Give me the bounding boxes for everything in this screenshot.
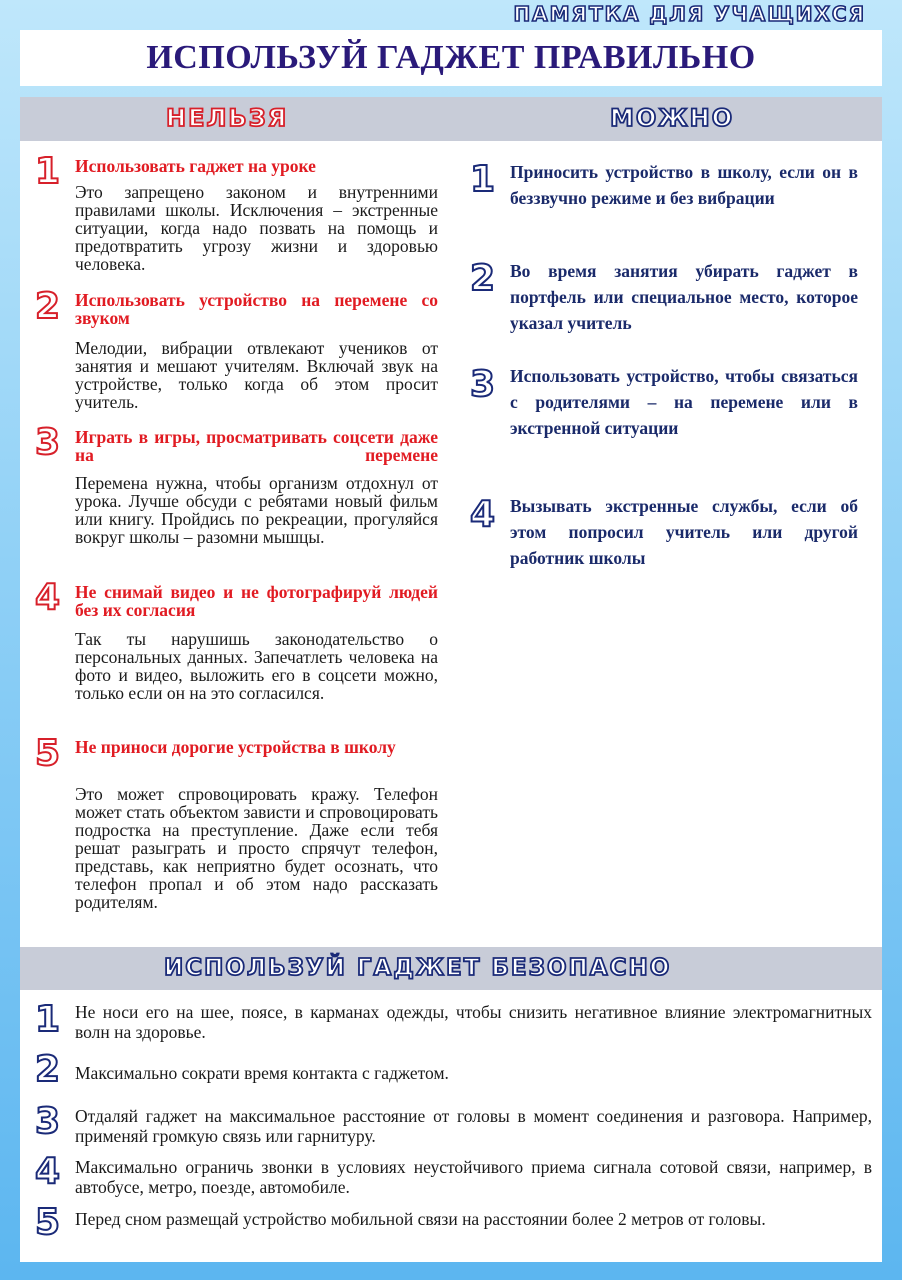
forbidden-text-5: Это может спровоцировать кражу. Телефон может стать объектом зависти и спровоцировать подростка на преступление. Даже если тебя решат разыграть и просто спрячут телефон, представь, как неприятно будет осознать, что телефон пропал и об этом надо рассказать родителям. [75,784,438,912]
page-title: ИСПОЛЬЗУЙ ГАДЖЕТ ПРАВИЛЬНО [146,39,756,76]
safety-text-1: Не носи его на шее, поясе, в карманах одежды, чтобы снизить негативное влияние электромагнитных волн на здоровье. [75,1002,872,1042]
forbidden-heading-3: Играть в игры, просматривать соцсети даже на перемене [75,427,438,465]
rules-panel [20,97,882,947]
forbidden-text-4: Так ты нарушишь законодательство о персональных данных. Запечатлеть человека на фото и видео, выложить его в соцсети можно, только если он на это согласился. [75,629,438,703]
forbidden-number-5: 5 [35,733,61,774]
allowed-number-4: 4 [470,494,496,535]
forbidden-heading-2: Использовать устройство на перемене со звуком [75,290,438,328]
safety-number-1: 1 [35,999,61,1040]
memo-label: ПАМЯТКА ДЛЯ УЧАЩИХСЯ [513,2,866,26]
allowed-title: МОЖНО [610,104,735,132]
forbidden-number-3: 3 [35,422,61,463]
safety-text-4: Максимально ограничь звонки в условиях неустойчивого приема сигнала сотовой связи, например, в автобусе, метро, поезде, автомобиле. [75,1157,872,1197]
safety-number-4: 4 [35,1151,61,1192]
rules-header-band [20,97,882,141]
forbidden-heading-5: Не приноси дорогие устройства в школу [75,737,396,757]
forbidden-number-1: 1 [35,151,61,192]
forbidden-text-1: Это запрещено законом и внутренними правилами школы. Исключения – экстренные ситуации, когда надо позвать на помощь и предотвратить угрозу жизни и здоровью человека. [75,182,438,274]
allowed-text-4: Вызывать экстренные службы, если об этом попросил учитель или другой работник школы [510,496,858,568]
allowed-number-1: 1 [470,159,496,200]
safety-text-5: Перед сном размещай устройство мобильной связи на расстоянии более 2 метров от головы. [75,1209,766,1229]
safety-text-2: Максимально сократи время контакта с гаджетом. [75,1063,449,1083]
safety-number-3: 3 [35,1101,61,1142]
forbidden-heading-4: Не снимай видео и не фотографируй людей без их согласия [75,582,438,620]
allowed-text-3: Использовать устройство, чтобы связаться с родителями – на перемене или в экстренной ситуации [510,366,858,438]
safety-text-3: Отдаляй гаджет на максимальное расстояние от головы в момент соединения и разговора. Например, применяй громкую связь или гарнитуру. [75,1106,872,1146]
allowed-number-2: 2 [470,258,496,299]
forbidden-text-2: Мелодии, вибрации отвлекают учеников от занятия и мешают учителям. Включай звук на устройстве, только когда об этом просит учитель. [75,338,438,412]
forbidden-title: НЕЛЬЗЯ [166,104,289,132]
forbidden-text-3: Перемена нужна, чтобы организм отдохнул от урока. Лучше обсуди с ребятами новый фильм или книгу. Пройдись по рекреации, прогуляйся вокруг школы – разомни мышцы. [75,473,438,547]
safety-panel [20,947,882,1262]
forbidden-heading-1: Использовать гаджет на уроке [75,156,316,176]
safety-header-band [20,947,882,990]
safety-title: ИСПОЛЬЗУЙ ГАДЖЕТ БЕЗОПАСНО [164,955,672,981]
title-banner [20,30,882,86]
allowed-text-1: Приносить устройство в школу, если он в беззвучно режиме и без вибрации [510,162,858,208]
safety-number-5: 5 [35,1202,61,1243]
forbidden-number-4: 4 [35,577,61,618]
safety-number-2: 2 [35,1049,61,1090]
allowed-text-2: Во время занятия убирать гаджет в портфель или специальное место, которое указал учитель [510,261,858,333]
allowed-number-3: 3 [470,364,496,405]
forbidden-number-2: 2 [35,286,61,327]
